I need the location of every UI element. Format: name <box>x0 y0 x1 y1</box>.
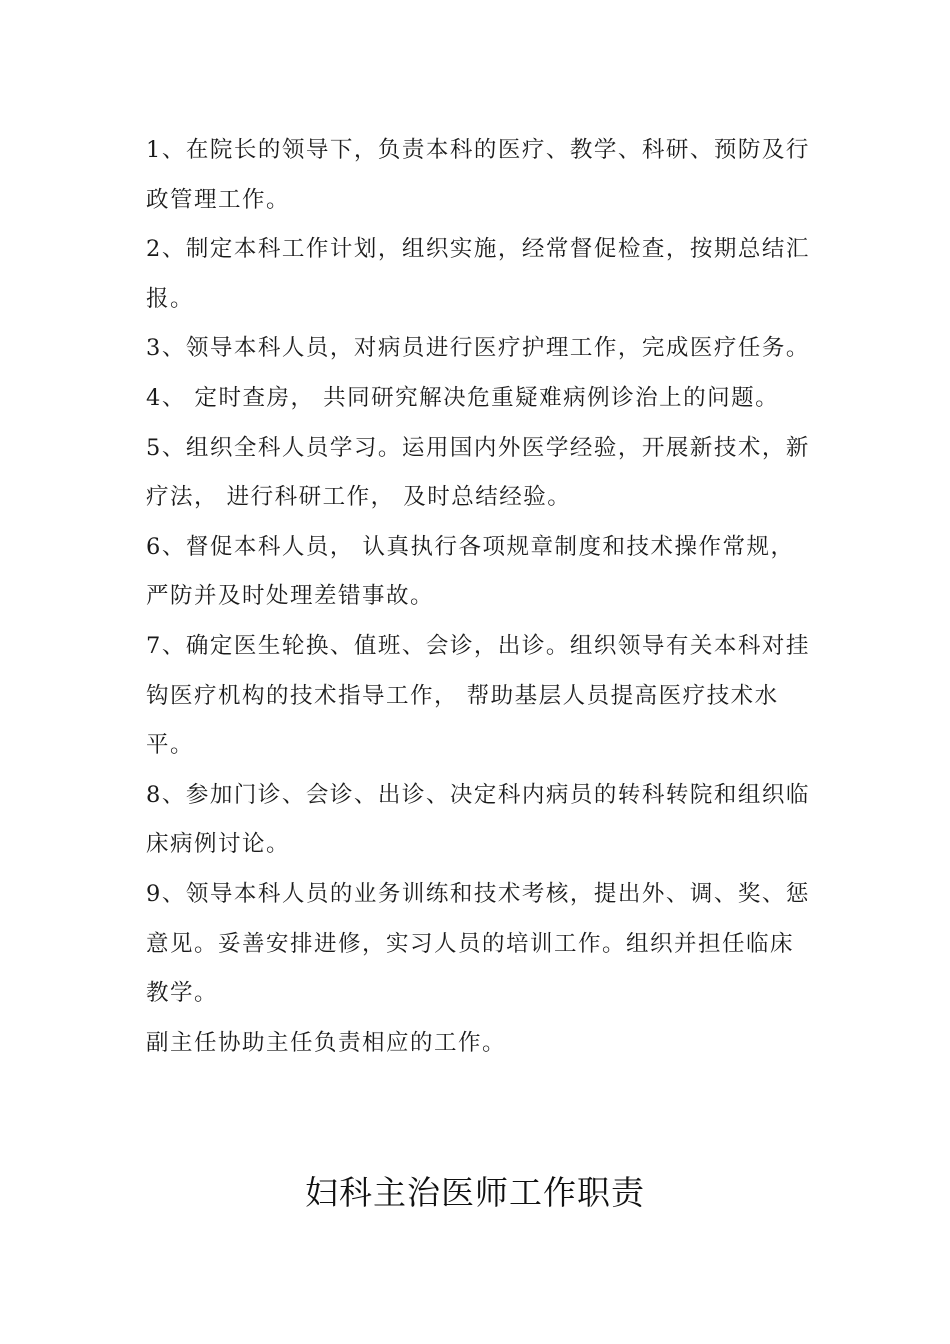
text-line: 政管理工作。 <box>146 186 291 213</box>
text-line: 疗法， 进行科研工作， 及时总结经验。 <box>146 484 572 511</box>
text-line: 严防并及时处理差错事故。 <box>146 583 435 610</box>
text-line: 教学。 <box>146 980 219 1007</box>
text-line: 4、 定时查房， 共同研究解决危重疑难病例诊治上的问题。 <box>146 384 780 411</box>
text-line: 9、领导本科人员的业务训练和技术考核，提出外、调、奖、惩 <box>146 880 810 907</box>
text-line: 3、领导本科人员，对病员进行医疗护理工作，完成医疗任务。 <box>146 335 810 362</box>
text-line: 副主任协助主任负责相应的工作。 <box>146 1029 507 1056</box>
text-line: 6、督促本科人员， 认真执行各项规章制度和技术操作常规， <box>146 533 795 560</box>
text-line: 5、组织全科人员学习。运用国内外医学经验，开展新技术，新 <box>146 434 810 461</box>
text-line: 8、参加门诊、会诊、出诊、决定科内病员的转科转院和组织临 <box>146 781 810 808</box>
text-line: 2、制定本科工作计划，组织实施，经常督促检查，按期总结汇 <box>146 236 810 263</box>
section-title: 妇科主治医师工作职责 <box>305 1173 645 1212</box>
text-line: 报。 <box>146 285 195 312</box>
text-line: 平。 <box>146 732 195 759</box>
text-line: 钩医疗机构的技术指导工作， 帮助基层人员提高医疗技术水 <box>146 682 779 709</box>
text-line: 7、确定医生轮换、值班、会诊，出诊。组织领导有关本科对挂 <box>146 632 810 659</box>
text-line: 意见。妥善安排进修，实习人员的培训工作。组织并担任临床 <box>146 930 795 957</box>
duties-body <box>146 126 816 1068</box>
text-line: 床病例讨论。 <box>146 831 291 858</box>
text-line: 1、在院长的领导下，负责本科的医疗、教学、科研、预防及行 <box>146 137 810 163</box>
